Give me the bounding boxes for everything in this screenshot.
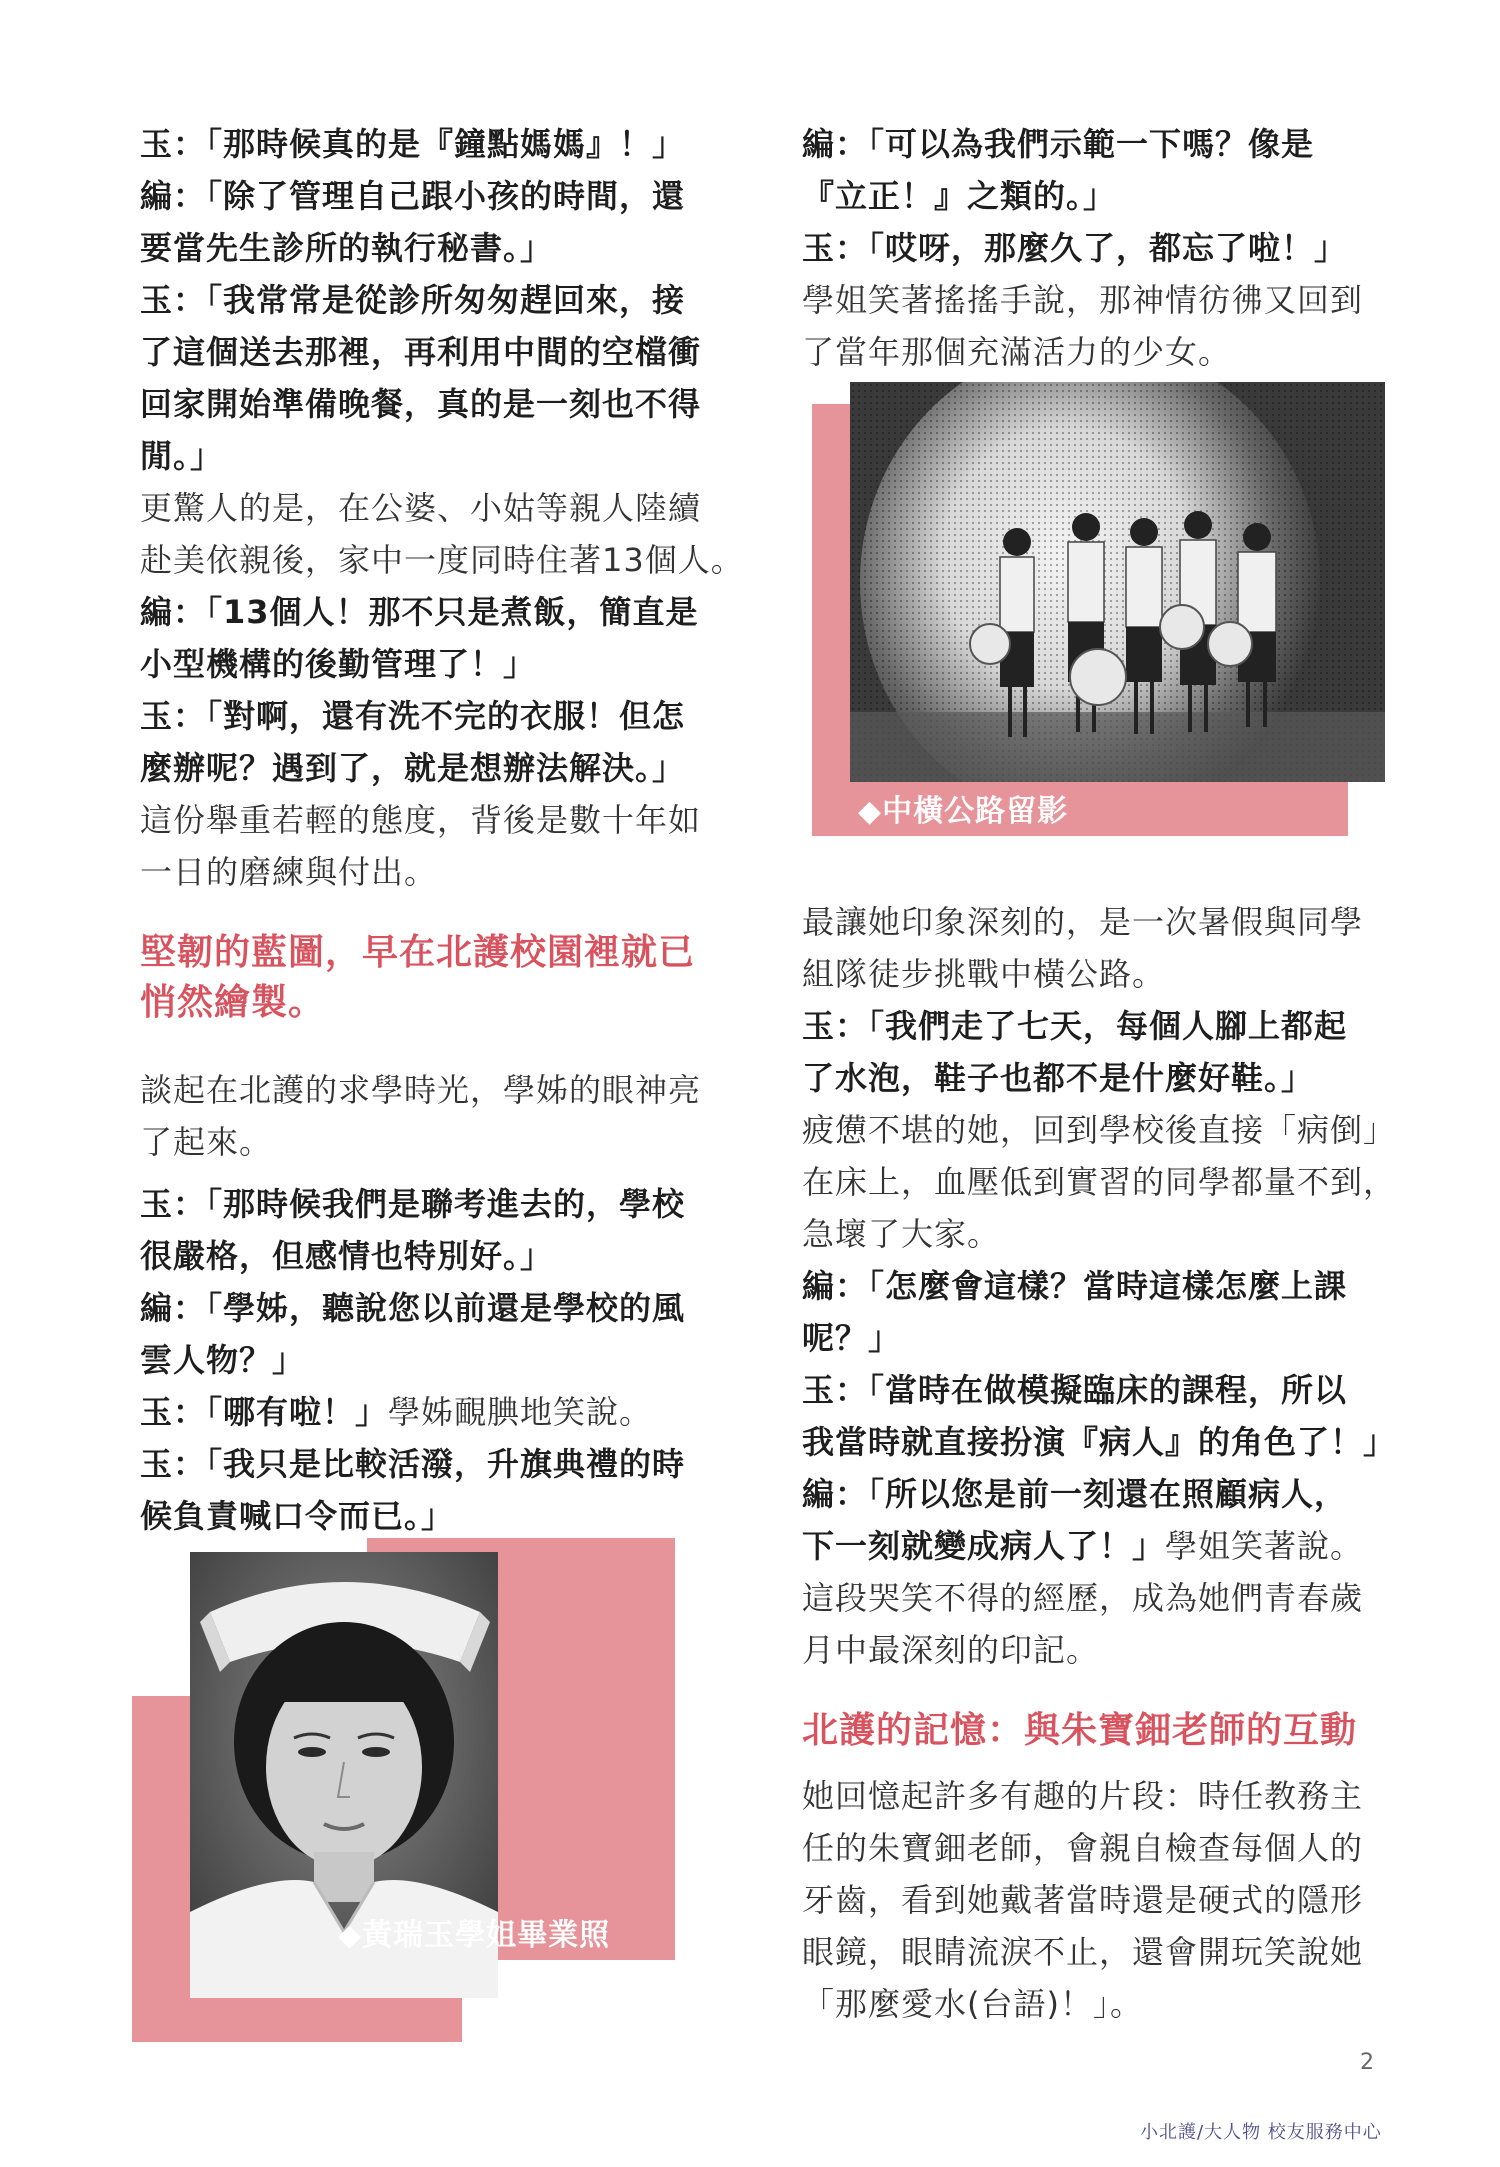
text-line: 任的朱寶鈿老師，會親自檢查每個人的 [802, 1829, 1364, 1867]
text-line: 疲憊不堪的她，回到學校後直接「病倒」 [802, 1111, 1397, 1149]
text-line: 很嚴格，但感情也特別好。」 [140, 1237, 554, 1275]
left-block-1 [140, 118, 745, 898]
text-line: 月中最深刻的印記。 [802, 1631, 1100, 1669]
mixed-line [140, 1386, 745, 1438]
text-line: 了起來。 [140, 1123, 273, 1161]
text-line: 玉：「那時候真的是『鐘點媽媽』！」 [140, 125, 686, 163]
text-line: 雲人物？」 [140, 1341, 306, 1379]
heading-line: 堅韌的藍圖，早在北護校園裡就已 [140, 932, 696, 973]
hiking-photo-caption: ◆中橫公路留影 [858, 794, 1069, 829]
text-line: 牙齒，看到她戴著當時還是硬式的隱形 [802, 1881, 1364, 1919]
text-line: 編：「所以您是前一刻還在照顧病人， [802, 1475, 1348, 1513]
right-column-lower [802, 896, 1402, 2030]
page-number: 2 [1360, 2050, 1374, 2075]
text-line: 『立正！』之類的。」 [802, 177, 1117, 215]
text-line: 要當先生診所的執行秘書。」 [140, 229, 554, 267]
text-line: 閒。」 [140, 437, 224, 475]
text-line: 學姐笑著搖搖手說，那神情彷彿又回到 [802, 281, 1364, 319]
mixed-line-normal: 學姐笑著說。 [1165, 1527, 1364, 1565]
section-heading-1 [140, 928, 745, 1028]
section-heading-2: 北護的記憶：與朱寶鈿老師的互動 [802, 1710, 1358, 1751]
text-line: 玉：「我只是比較活潑，升旗典禮的時 [140, 1445, 686, 1483]
text-line: 在床上，血壓低到實習的同學都量不到， [802, 1163, 1397, 1201]
text-line: 「那麼愛水(台語)！」。 [802, 1985, 1143, 2023]
left-block-3 [140, 1178, 745, 1386]
text-line: 組隊徒步挑戰中橫公路。 [802, 955, 1166, 993]
text-line: 候負責喊口令而已。」 [140, 1497, 455, 1535]
mixed-line [802, 1520, 1402, 1572]
text-line: 編：「學姊，聽說您以前還是學校的風 [140, 1289, 686, 1327]
left-column [140, 118, 745, 1542]
mixed-line-bold: 下一刻就變成病人了！」 [802, 1527, 1166, 1565]
text-line: 小型機構的後勤管理了！」 [140, 645, 537, 683]
text-line: 編：「除了管理自己跟小孩的時間，還 [140, 177, 686, 215]
left-block-4 [140, 1438, 745, 1542]
footer-text: 小北護/大人物 校友服務中心 [1140, 2122, 1382, 2143]
text-line: 編：「可以為我們示範一下嗎？像是 [802, 125, 1315, 163]
right-block-1 [802, 118, 1402, 378]
hiking-group-photo-image [850, 382, 1385, 782]
text-line: 最讓她印象深刻的，是一次暑假與同學 [802, 903, 1364, 941]
text-line: 一日的磨練與付出。 [140, 853, 438, 891]
text-line: 玉：「哎呀，那麼久了，都忘了啦！」 [802, 229, 1348, 267]
text-line: 編：「怎麼會這樣？當時這樣怎麼上課 [802, 1267, 1348, 1305]
text-line: 玉：「我們走了七天，每個人腳上都起 [802, 1007, 1348, 1045]
text-line: 了水泡，鞋子也都不是什麼好鞋。」 [802, 1059, 1315, 1097]
text-line: 她回憶起許多有趣的片段：時任教務主 [802, 1777, 1364, 1815]
heading-line: 悄然繪製。 [140, 982, 326, 1023]
text-line: 呢？」 [802, 1319, 902, 1357]
text-line: 更驚人的是，在公婆、小姑等親人陸續 [140, 489, 702, 527]
text-line: 回家開始準備晚餐，真的是一刻也不得 [140, 385, 702, 423]
text-line: 了這個送去那裡，再利用中間的空檔衝 [140, 333, 702, 371]
text-line: 赴美依親後，家中一度同時住著13個人。 [140, 541, 744, 579]
text-line: 玉：「當時在做模擬臨床的課程，所以 [802, 1371, 1348, 1409]
graduation-photo-caption: ◆黃瑞玉學姐畢業照 [338, 1918, 611, 1953]
mixed-line-normal: 學姊靦腆地笑說。 [388, 1393, 653, 1431]
right-column [802, 118, 1402, 378]
text-line: 談起在北護的求學時光，學姊的眼神亮 [140, 1071, 702, 1109]
right-block-4 [802, 1770, 1402, 2030]
text-line: 了當年那個充滿活力的少女。 [802, 333, 1232, 371]
right-block-2 [802, 896, 1402, 1520]
text-line: 玉：「對啊，還有洗不完的衣服！但怎 [140, 697, 686, 735]
text-line: 眼鏡，眼睛流淚不止，還會開玩笑說她 [802, 1933, 1364, 1971]
right-block-3 [802, 1572, 1402, 1676]
text-line: 編：「13個人！那不只是煮飯，簡直是 [140, 593, 699, 631]
mixed-line-bold: 玉：「哪有啦！」 [140, 1393, 389, 1431]
text-line: 玉：「我常常是從診所匆匆趕回來，接 [140, 281, 686, 319]
text-line: 我當時就直接扮演『病人』的角色了！」 [802, 1423, 1397, 1461]
hiking-group-photo [850, 382, 1385, 782]
left-block-2 [140, 1064, 745, 1168]
text-line: 麼辦呢？遇到了，就是想辦法解決。」 [140, 749, 686, 787]
text-line: 這份舉重若輕的態度，背後是數十年如 [140, 801, 702, 839]
text-line: 這段哭笑不得的經歷，成為她們青春歲 [802, 1579, 1364, 1617]
text-line: 玉：「那時候我們是聯考進去的，學校 [140, 1185, 686, 1223]
text-line: 急壞了大家。 [802, 1215, 1001, 1253]
